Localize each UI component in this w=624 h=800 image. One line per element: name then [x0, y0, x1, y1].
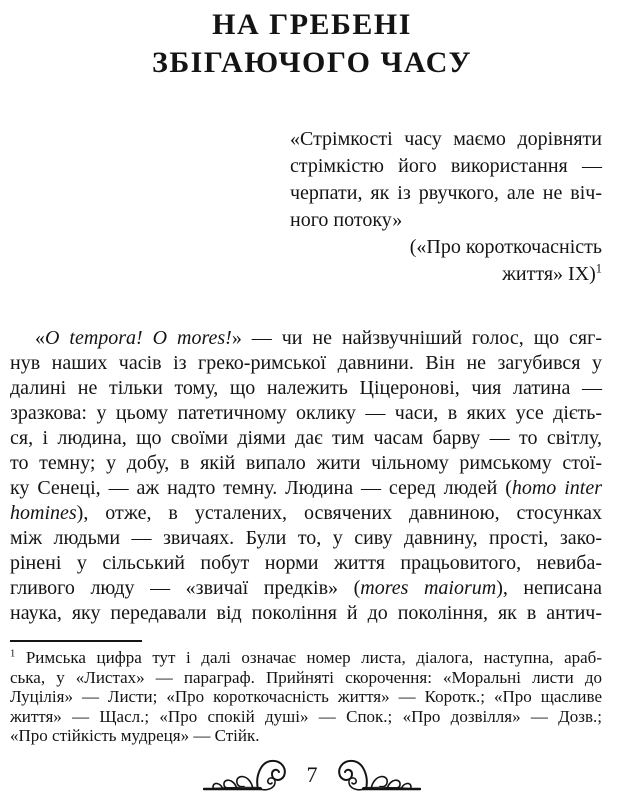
page-footer	[0, 758, 624, 792]
page-number: 7	[306, 762, 318, 787]
body-paragraph: «O tempora! O mores!» — чи не найзвучніший голос, що сяг- нув наших часів із греко-римської давнини. Він не загубився у далині не тільки тому, що належить Ціцеронові, чия латина — зразкова: у цьому патетичному оклику — часи, в яких усе дієть- ся, і людина, що своїми діями дає тим часам барву — то світлу, то темну; у добу, в якій випало жити чільному римському стої- ку Сенеці, — аж надто темну. Людина — серед людей (homo inter homines), отже, в усталених, освячених давниною, стосунках між людьми — звичаях. Були то, у сиву давнину, прості, зако- рінені у сільський побут норми життя працьовитого, невиба- гливого люду — «звичаї предків» (mores maiorum), неписана наука, яку передавали від покоління й до покоління, як в антич-	[10, 327, 603, 624]
footnote-separator	[10, 640, 142, 642]
flourish-ornament-left-icon	[203, 758, 288, 792]
chapter-title-line-1: НА ГРЕБЕНІ	[212, 8, 412, 41]
flourish-ornament-right-icon	[336, 758, 421, 792]
epigraph-attribution: («Про короткочасність життя» IX)$^1$	[409, 236, 602, 285]
epigraph-quote: «Стрімкості часу маємо дорівняти стрімкістю його використання — черпати, як із рвучкого, але не віч- ного потоку»	[290, 128, 602, 231]
chapter-title-line-2: ЗБІГАЮЧОГО ЧАСУ	[152, 46, 472, 79]
chapter-title	[0, 6, 624, 82]
epigraph	[290, 126, 602, 288]
footnote: $^1$ Римська цифра тут і далі означає номер листа, діалога, наступна, араб- ська, у «Листах» — параграф. Прийняті скорочення: «Моральні листи до Луцілія» — Листи; «Про короткочасність життя» — Коротк.; «Про щасливе життя» — Щасл.; «Про спокій душі» — Спок.; «Про дозвілля» — Дозв.; «Про стійкість мудреця» — Стійк.	[10, 648, 602, 745]
